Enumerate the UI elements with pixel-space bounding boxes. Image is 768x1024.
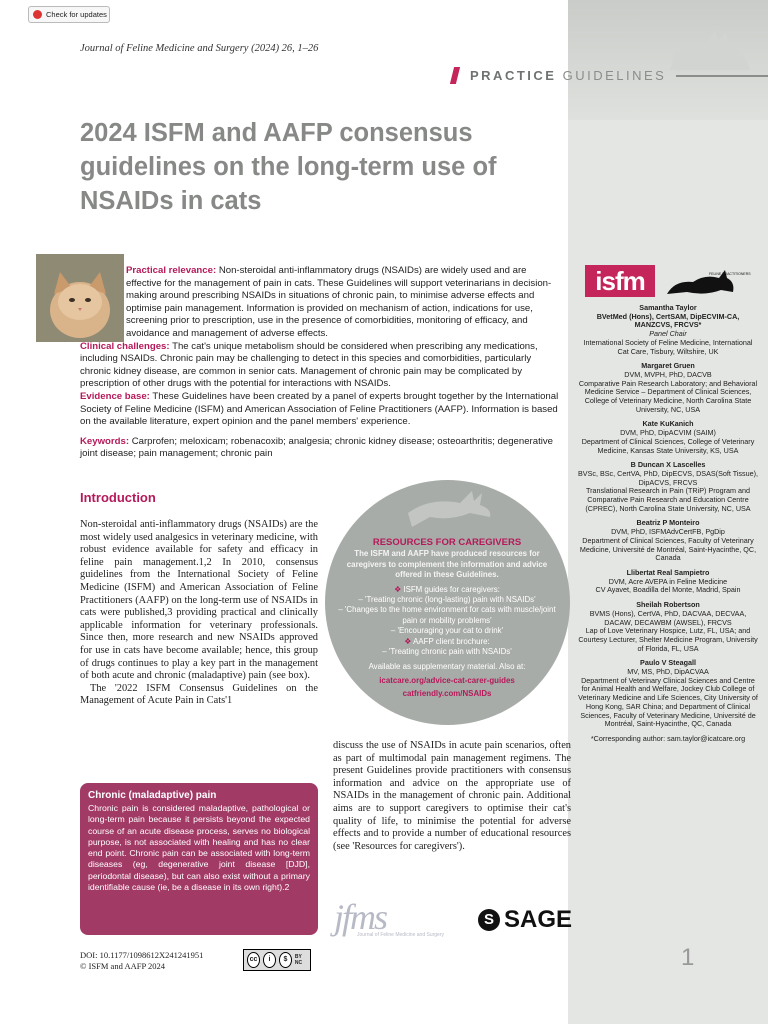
author-list [578,304,758,744]
sage-s-icon: S [478,909,500,931]
author-name: B Duncan X Lascelles [630,460,706,470]
author-entry [578,659,758,729]
copyright: © ISFM and AAFP 2024 [80,961,166,971]
isfm-guides-label: ISFM guides for caregivers: [403,584,500,594]
resources-title: RESOURCES FOR CAREGIVERS [372,537,522,548]
banner-rest: GUIDELINES [562,67,667,83]
isfm-guide-item[interactable]: – 'Encouraging your cat to drink' [390,626,504,636]
creative-commons-badge[interactable] [243,949,311,971]
author-credentials: BVSc, BSc, CertVA, PhD, DipECVS, DSAS(Soft Tissue), DipACVS, FRCVS [578,468,759,487]
keywords-text: Carprofen; meloxicam; robenacoxib; analgesia; chronic kidney disease; osteoarthritis; degenerative joint disease; pain management; chronic pain [80,435,554,460]
isfm-guide-item[interactable]: – 'Changes to the home environment for cats with muscle/joint pain or mobility problems' [338,605,556,625]
author-entry [578,304,758,356]
author-entry [578,362,758,414]
box-title: Chronic (maladaptive) pain [88,790,217,801]
cat-leaping-icon [400,483,500,531]
author-affiliation: International Society of Feline Medicine, International Cat Care, Tisbury, Wiltshire, UK [583,337,753,356]
author-affiliation: Department of Clinical Sciences, College of Veterinary Medicine, Kansas State University, KS, USA [581,436,755,455]
author-affiliation: Comparative Pain Research Laboratory; and Behavioral Medicine Service – Department of Clinical Sciences, College of Veterinary Medicine, North Carolina State University, NC, USA [578,378,758,414]
supplementary-note: Available as supplementary material. Also at: [368,662,526,672]
author-name: Beatriz P Monteiro [636,518,700,528]
author-entry [578,461,758,513]
nc-icon: $ [279,952,292,968]
author-entry [578,519,758,563]
author-name: Kate KuKanich [642,419,694,429]
author-name: Sheilah Robertson [636,600,700,610]
author-affiliation: Lap of Love Veterinary Hospice, Lutz, FL, USA; and Courtesy Lecturer, Shelter Medicine Program, University of Florida, FL, USA [578,626,758,653]
aafp-brochure-label: AAFP client brochure: [413,636,490,646]
abstract [80,265,562,461]
author-name: Margaret Gruen [641,361,695,371]
isfm-guide-item[interactable]: – 'Treating chronic (long-lasting) pain with NSAIDs' [358,595,536,605]
author-credentials: BVetMed (Hons), CertSAM, DipECVIM-CA, MANZCVS, FRCVS* [596,311,740,330]
author-name: Paulo V Steagall [640,658,696,668]
author-role: Panel Chair [649,329,687,339]
author-credentials: DVM, Acre AVEPA in Feline Medicine [608,576,728,586]
resources-for-caregivers [338,538,556,700]
cc-license-text: BY NC [294,954,303,966]
author-credentials: DVM, PhD, ISFMAdvCertFB, PgDip [611,527,725,537]
section-banner [452,66,666,84]
box-text: Chronic pain is considered maladaptive, pathological or long-term pain because it persists beyond the expected course of an acute disease process, serves no biological purpose, is not associated with healing and has no clear end point. Chronic pain can be associated with long-term diseases (eg, degenerative joint disease [DJD], periodontal disease), but can also exist without a primary identifiable cause (ie, be a disease in its own right).2 [88,803,310,893]
introduction-heading: Introduction [80,490,156,505]
icatcare-link[interactable]: icatcare.org/advice-cat-carer-guides [379,675,515,685]
sage-logo: S SAGE [478,906,572,934]
banner-slash-icon [450,67,460,84]
by-icon: i [263,952,276,968]
check-for-updates-button[interactable]: Check for updates [28,6,110,23]
author-affiliation: Department of Clinical Sciences, Faculty of Veterinary Medicine, Université de Montréal, Saint-Hyacinthe, QC, Canada [579,535,757,563]
author-name: Samantha Taylor [639,303,697,312]
aafp-small-text: FELINE PRACTITIONERS [709,272,751,276]
author-affiliation: Translational Research in Pain (TRiP) Program and Comparative Pain Research and Education Centre (CPREC), North Carolina State University, NC, USA [585,486,751,513]
author-credentials: MV, MS, PhD, DipACVAA [627,667,709,677]
aafp-brochure-item[interactable]: – 'Treating chronic pain with NSAIDs' [382,647,512,657]
challenges-label: Clinical challenges: [80,340,170,352]
diamond-icon: ❖ [394,584,402,594]
isfm-logo: isfm [585,265,655,297]
cat-silhouette-icon [660,10,760,80]
banner-strong: PRACTICE [470,67,557,83]
author-credentials: DVM, PhD, DipACVIM (SAIM) [620,428,716,438]
footer-doi [80,950,203,972]
banner-rule [676,75,768,77]
evidence-label: Evidence base: [80,390,150,402]
evidence-text: These Guidelines have been created by a panel of experts brought together by the International Society of Feline Medicine (ISFM) and American Association of Feline Practitioners (AAFP). Information is based on the available literature, expert opinion and the panel members' experience. [80,390,559,428]
relevance-label: Practical relevance: [126,265,217,276]
aafp-logo [665,264,751,298]
catfriendly-link[interactable]: catfriendly.com/NSAIDs [402,689,492,699]
corresponding-author[interactable]: *Corresponding author: sam.taylor@icatcare.org [590,733,746,743]
jfms-logo: jfms [334,897,387,937]
jfms-logo-subtitle: Journal of Feline Medicine and Surgery [357,932,444,938]
chronic-pain-box [80,783,318,935]
intro-paragraph-1: Non-steroidal anti-inflammatory drugs (NSAIDs) are the most widely used analgesics in veterinary medicine, with robust evidence available for safety and efficacy in feline pain management.1,2 In 2010, consensus guidelines from the International Society of Feline Medicine (ISFM) and American Association of Feline Practitioners (AAFP) on the long-term use of NSAIDs in cats were published,3 providing practical and clinically applicable information for veterinary professionals. Since then, more research and new NSAIDs approved for use in cats have become available; hence, this group of drugs continues to play a key part in the management of both acute and chronic (maladaptive) pain (see box). [80,519,318,682]
challenges-text: The cat's unique metabolism should be considered when prescribing any medications, including NSAIDs. Chronic pain may be challenging to detect in this species and comorbidities, particularly chronic kidney disease, are common in senior cats. Management of chronic pain may be complicated by prescription of other drugs with the potential for interactions with NSAIDs. [80,340,538,390]
author-name: Llibertat Real Sampietro [626,567,710,577]
page-number: 1 [681,944,695,971]
author-credentials: BVMS (Hons), CertVA, PhD, DACVAA, DECVAA, DACAW, DECAWBM (AWSEL), FRCVS [589,608,747,627]
keywords-label: Keywords: [80,435,130,447]
intro-column-2: discuss the use of NSAIDs in acute pain scenarios, often as part of multimodal pain management regimens. The present Guidelines provide practitioners with consensus information and advice on the appropriate use of NSAIDs in the management of chronic pain. Additional aims are to support caregivers to optimise their cat's quality of life, to minimise the potential for adverse effects and to provide a number of educational resources (see 'Resources for caregivers'). [333,740,571,852]
resources-lead: The ISFM and AAFP have produced resources for caregivers to complement the information and advice offered in these Guidelines. [346,549,548,580]
cc-icon: cc [247,952,260,968]
article-title: 2024 ISFM and AAFP consensus guidelines on the long-term use of NSAIDs in cats [80,119,497,215]
intro-paragraph-2: The '2022 ISFM Consensus Guidelines on the Management of Acute Pain in Cats'1 [80,682,318,707]
author-affiliation: CV Ayavet, Boadilla del Monte, Madrid, Spain [595,585,741,595]
journal-citation: Journal of Feline Medicine and Surgery (2024) 26, 1–26 [80,43,319,54]
author-entry [578,420,758,455]
diamond-icon: ❖ [404,636,412,646]
author-credentials: DVM, MVPH, PhD, DACVB [624,369,712,379]
author-entry [578,601,758,653]
doi-link[interactable]: DOI: 10.1177/1098612X241241951 [80,950,204,960]
author-affiliation: Department of Veterinary Clinical Sciences and Centre for Animal Health and Welfare, Jockey Club College of Veterinary Medicine and Life Sciences, City University of Hong Kong, SAR China; and Department of Clinical Sciences, Faculty of Veterinary Medicine, Université de Montréal, Saint-Hyacinthe, QC, Canada [578,675,758,729]
author-entry [578,569,758,595]
relevance-text: Non-steroidal anti-inflammatory drugs (NSAIDs) are widely used and are effective for the management of pain in cats. These Guidelines will support veterinarians in decision-making around prescribing NSAIDs in situations of chronic pain, to minimise adverse effects and optimise pain management. Information is provided on mechanism of action, indications for use, screening prior to prescription, use in the presence of comorbidities, monitoring of efficacy, and avoidance and management of adverse effects. [126,265,552,339]
intro-column-1 [80,519,318,708]
update-icon [33,10,42,19]
